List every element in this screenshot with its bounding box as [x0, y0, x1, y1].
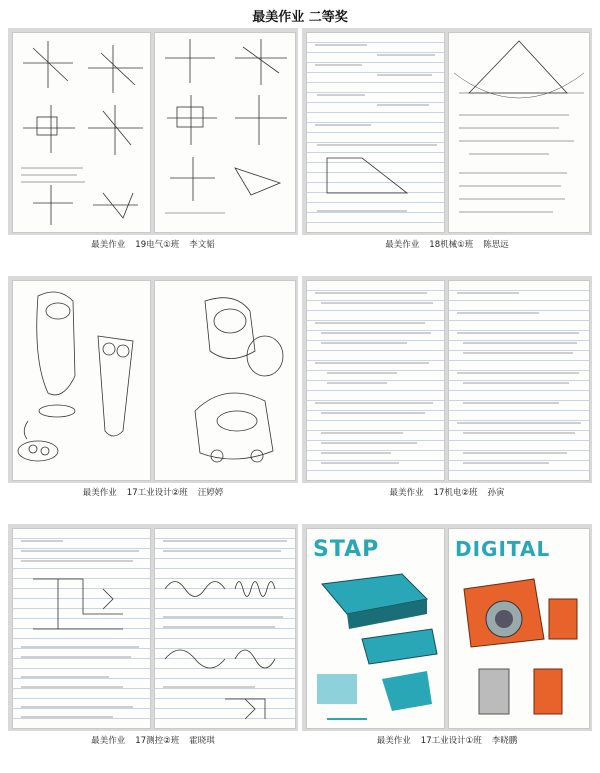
- homework-card: [8, 276, 298, 509]
- handwritten-notes: [307, 281, 444, 480]
- notebook-page: [306, 528, 445, 729]
- waveform-notes: [155, 529, 295, 728]
- award-label: 最美作业: [385, 240, 420, 250]
- notebook-page: [306, 280, 445, 481]
- product-sketch-vacuum: [155, 281, 295, 480]
- projection-sketches: [155, 33, 295, 232]
- homework-photo: [8, 28, 298, 235]
- homework-photo: [302, 524, 592, 731]
- homework-caption: [8, 238, 298, 250]
- homework-card: [302, 28, 592, 261]
- homework-photo: [302, 28, 592, 235]
- stapler-sketch: [307, 529, 444, 728]
- homework-photo: [8, 276, 298, 483]
- projection-sketches: [13, 33, 150, 232]
- notebook-page: [448, 528, 590, 729]
- class-label: 17工业设计①班: [420, 736, 482, 746]
- handwritten-notes: [449, 281, 589, 480]
- student-name: 霍晓琪: [189, 736, 215, 746]
- award-label: 最美作业: [376, 736, 411, 746]
- student-name: 汪婷婷: [197, 488, 224, 498]
- notebook-page: [154, 32, 296, 233]
- homework-card: [302, 276, 592, 509]
- calculation-notes: [307, 33, 444, 232]
- notebook-page: [154, 528, 296, 729]
- notebook-page: [12, 280, 151, 481]
- homework-caption: [8, 486, 298, 498]
- award-label: 最美作业: [91, 736, 126, 746]
- class-label: 17工业设计②班: [126, 488, 188, 498]
- notebook-page: [448, 32, 590, 233]
- student-name: 孙寅: [487, 488, 505, 498]
- class-label: 17测控②班: [135, 736, 180, 746]
- sketch-headline: STAP: [313, 537, 380, 562]
- notebook-page: [448, 280, 590, 481]
- class-label: 19电气①班: [135, 240, 180, 250]
- student-name: 李文韬: [189, 240, 215, 250]
- award-label: 最美作业: [82, 488, 117, 498]
- class-label: 18机械①班: [429, 240, 474, 250]
- notebook-page: [12, 528, 151, 729]
- homework-caption: [302, 734, 592, 746]
- homework-caption: [302, 486, 592, 498]
- triangle-diagram: [449, 33, 589, 232]
- notebook-page: [306, 32, 445, 233]
- notebook-page: [154, 280, 296, 481]
- homework-caption: [302, 238, 592, 250]
- student-name: 陈思远: [483, 240, 509, 250]
- product-sketch-shaver: [13, 281, 150, 480]
- student-name: 李晓鹏: [491, 736, 518, 746]
- award-label: 最美作业: [389, 488, 424, 498]
- homework-caption: [8, 734, 298, 746]
- class-label: 17机电②班: [433, 488, 478, 498]
- homework-photo: [8, 524, 298, 731]
- homework-photo: [302, 276, 592, 483]
- homework-card: [8, 28, 298, 261]
- homework-card: [302, 524, 592, 757]
- notebook-page: [12, 32, 151, 233]
- circuit-notes: [13, 529, 150, 728]
- homework-card: [8, 524, 298, 757]
- page-title: 最美作业 二等奖: [252, 10, 348, 25]
- sketch-headline: DIGITAL: [455, 537, 551, 561]
- award-label: 最美作业: [91, 240, 126, 250]
- camera-sketch: [449, 529, 589, 728]
